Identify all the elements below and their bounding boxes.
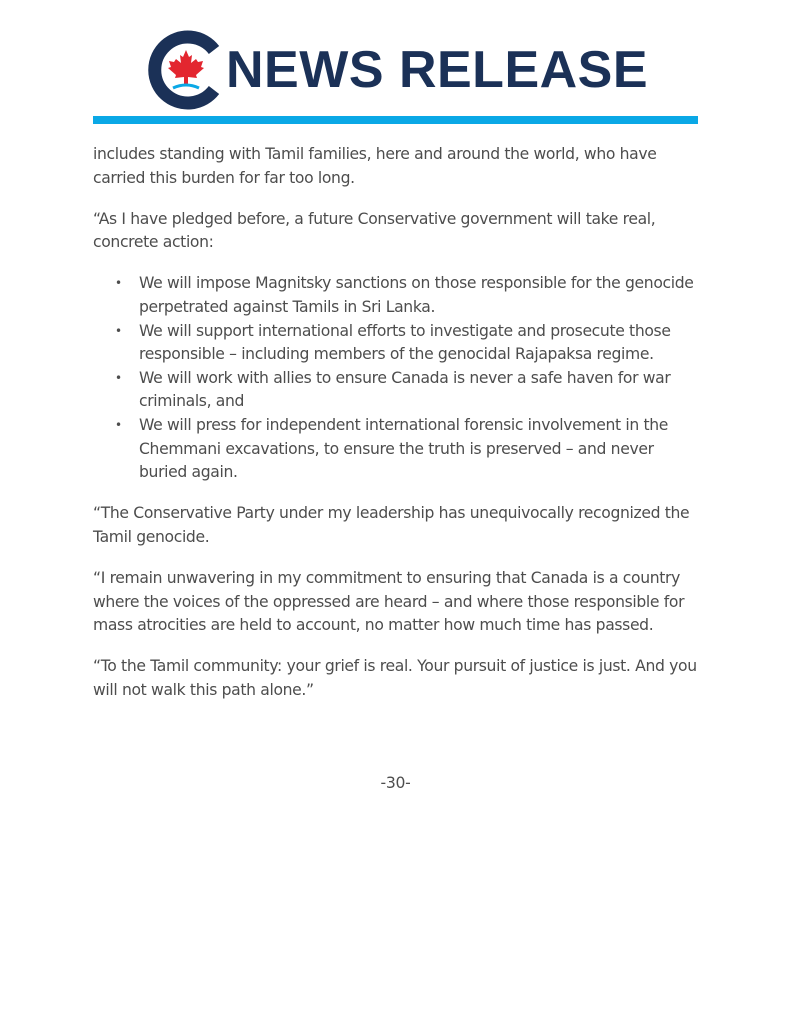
- paragraph-tamil-families: includes standing with Tamil families, here and around the world, who have carried this burden for far too long.: [93, 145, 657, 187]
- list-item-text: We will press for independent international forensic involvement in the Chemmani excavations, to ensure the truth is preserved – and never buried again.: [139, 415, 669, 482]
- conservative-logo-icon: [146, 30, 226, 110]
- list-item-text: We will work with allies to ensure Canada is never a safe haven for war criminals, and: [139, 368, 671, 411]
- bullet-icon: •: [115, 417, 122, 432]
- list-item: [93, 320, 705, 367]
- paragraph-commitment: “I remain unwavering in my commitment to ensuring that Canada is a country where the voices of the oppressed are heard – and where those responsible for mass atrocities are held to account, no matter how much time has passed.: [93, 568, 685, 635]
- release-body: [93, 143, 705, 720]
- news-release-title: NEWS RELEASE: [226, 41, 649, 99]
- list-item-text: We will support international efforts to investigate and prosecute those responsible – including members of the genocidal Rajapaksa regime.: [139, 321, 671, 364]
- bullet-icon: •: [115, 370, 122, 385]
- paragraph-pledge: “As I have pledged before, a future Conservative government will take real, concrete action:: [93, 209, 656, 252]
- list-item-text: We will impose Magnitsky sanctions on those responsible for the genocide perpetrated against Tamils in Sri Lanka.: [139, 274, 694, 316]
- maple-leaf-icon: [168, 50, 204, 84]
- paragraph-tamil-community: “To the Tamil community: your grief is real. Your pursuit of justice is just. And you will not walk this path alone.”: [93, 657, 697, 699]
- list-item: [93, 272, 705, 319]
- bullet-icon: •: [115, 276, 122, 291]
- list-item: [93, 367, 705, 414]
- list-item: [93, 414, 705, 485]
- news-release-header: [146, 28, 656, 112]
- header-divider: [93, 116, 698, 124]
- end-marker: -30-: [380, 774, 411, 792]
- bullet-icon: •: [115, 323, 122, 338]
- action-list: [93, 272, 705, 484]
- paragraph-recognition: “The Conservative Party under my leadership has unequivocally recognized the Tamil genocide.: [93, 504, 690, 546]
